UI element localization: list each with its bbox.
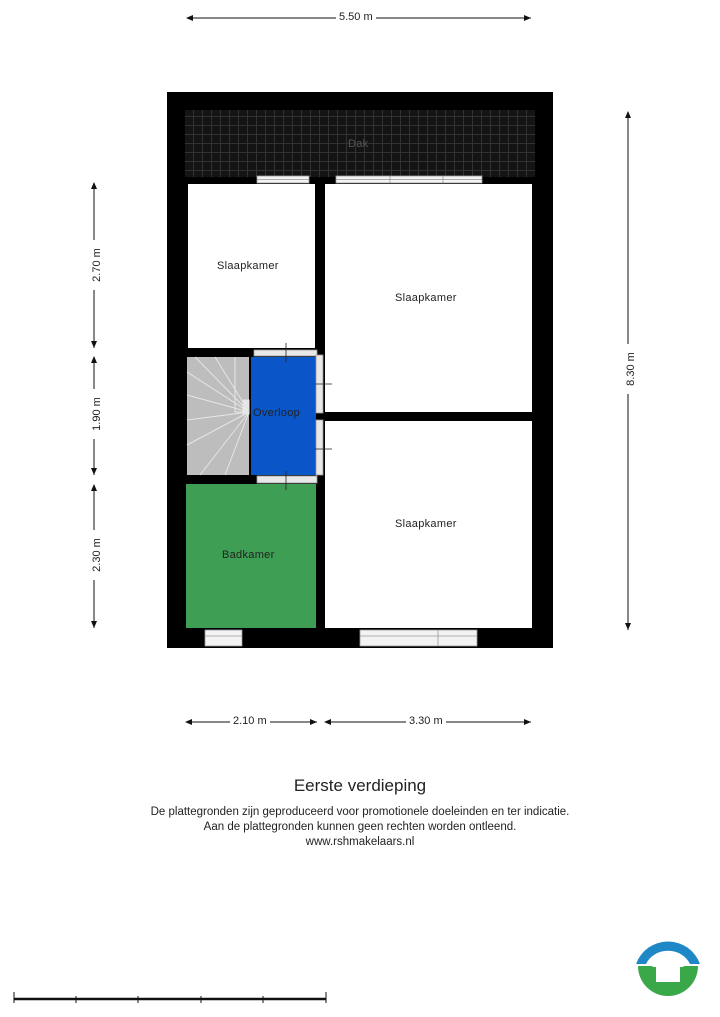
room-label-bathroom: Badkamer bbox=[222, 549, 275, 561]
window-bottom-left bbox=[205, 630, 242, 646]
window-bottom-right bbox=[360, 630, 477, 646]
dim-top-width: 5.50 m bbox=[336, 11, 376, 23]
disclaimer-line-1: De plattegronden zijn geproduceerd voor promotionele doeleinden en ter indicatie. bbox=[150, 806, 570, 818]
house-logo-icon bbox=[636, 941, 700, 996]
dim-left-top: 2.70 m bbox=[91, 240, 103, 290]
room-label-bedroom-top-right: Slaapkamer bbox=[395, 292, 457, 304]
dim-left-bottom: 2.30 m bbox=[91, 530, 103, 580]
scale-bar bbox=[14, 992, 326, 1003]
dim-right-height: 8.30 m bbox=[625, 344, 637, 394]
disclaimer-line-2: Aan de plattegronden kunnen geen rechten worden ontleend. bbox=[203, 821, 517, 833]
dim-left-middle: 1.90 m bbox=[91, 389, 103, 439]
room-label-landing: Overloop bbox=[253, 407, 301, 419]
room-label-roof: Dak bbox=[348, 138, 369, 150]
floor-title: Eerste verdieping bbox=[293, 776, 427, 795]
room-label-bedroom-top-left: Slaapkamer bbox=[217, 260, 279, 272]
room-label-bedroom-bottom-right: Slaapkamer bbox=[395, 518, 457, 530]
website-link[interactable]: www.rshmakelaars.nl bbox=[305, 836, 415, 848]
dim-bottom-right: 3.30 m bbox=[406, 715, 446, 727]
dim-bottom-left: 2.10 m bbox=[230, 715, 270, 727]
